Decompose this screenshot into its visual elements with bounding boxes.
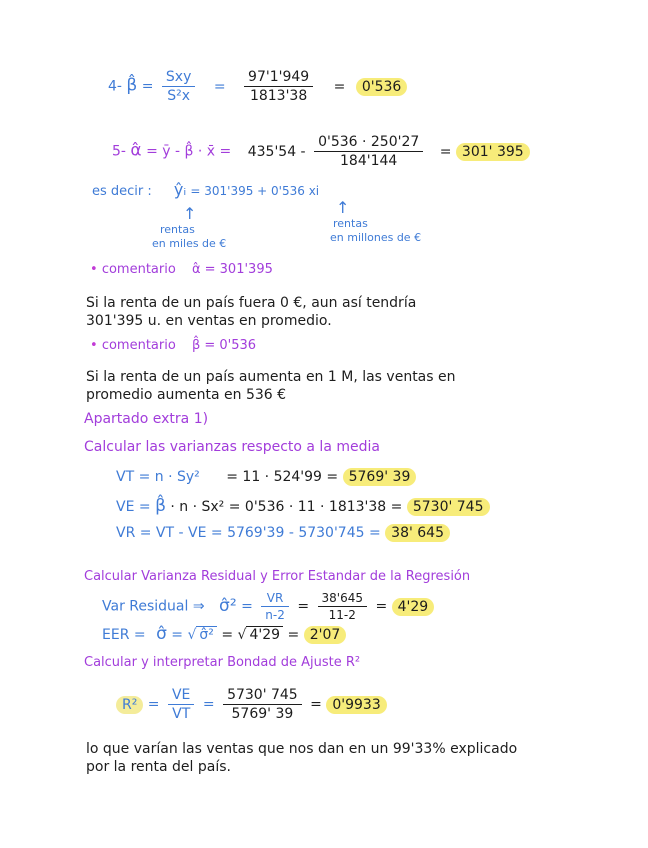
alpha-hat: α̂ [130, 140, 142, 161]
equals: = [297, 598, 310, 615]
sxy-fraction [162, 70, 195, 103]
frac-num: 0'536 · 250'27 [318, 134, 420, 150]
vt-result: 5769' 39 [343, 468, 417, 486]
equals: = [221, 627, 234, 643]
vr-equation [116, 526, 450, 540]
conclusion-line1: lo que varían las ventas que nos dan en un 99'33% explicado [86, 741, 518, 757]
bullet: • [90, 262, 98, 277]
equals: = [333, 78, 346, 95]
equals: = [375, 598, 388, 615]
section-subheading-variances: Calcular las varianzas respecto a la media [84, 439, 380, 455]
frac-den: n-2 [261, 606, 289, 621]
equals: = [213, 78, 226, 95]
sqrt-symbol-icon: √ [187, 627, 197, 643]
sigma-hat-squared: σ̂² [219, 595, 237, 616]
comment-alpha [90, 263, 273, 276]
eer-result: 2'07 [304, 626, 347, 644]
var-residual-label: Var Residual ⇒ [102, 598, 205, 615]
equals: = [310, 696, 322, 713]
frac-den: S²x [162, 86, 195, 103]
ve-calc: · n · Sx² = 0'536 · 11 · 1813'38 = [170, 499, 403, 515]
r2-symbol: R² [116, 696, 143, 714]
frac-den: VT [168, 704, 194, 721]
ve-lhs: VE = [116, 499, 151, 515]
equals: = [202, 696, 215, 713]
equals: = [171, 627, 184, 643]
frac-den: 1813'38 [244, 86, 313, 103]
ve-vt-fraction [168, 688, 194, 721]
vr-calc: VR = VT - VE = 5769'39 - 5730'745 = [116, 525, 381, 541]
comment-beta [90, 339, 256, 352]
frac-den: 184'144 [314, 151, 423, 168]
equals: = [141, 78, 154, 95]
frac-den: 11-2 [318, 606, 367, 621]
vt-equation [116, 470, 416, 484]
regression-expression: = 301'395 + 0'536 xi [190, 184, 320, 198]
es-decir-label: es decir : [92, 184, 152, 199]
equals: = [439, 143, 452, 160]
beta-hat: β̂ [155, 496, 166, 516]
equals: = [147, 696, 160, 713]
value-fraction [244, 70, 313, 103]
beta-interpretation-line2: promedio aumenta en 536 € [86, 387, 287, 403]
value-fraction [223, 688, 302, 721]
sigma-hat: σ̂ [156, 624, 167, 644]
note-rentas-1: rentas [160, 223, 195, 236]
frac-num: VE [171, 687, 191, 703]
y-hat: ŷᵢ [173, 180, 187, 199]
comment-label: comentario [101, 262, 176, 277]
y-mean-value: 435'54 - [247, 143, 306, 160]
ve-equation [116, 498, 490, 515]
r2-equation [116, 688, 387, 721]
sqrt-radicand: 4'29 [246, 626, 283, 643]
section-heading-r2: Calcular y interpretar Bondad de Ajuste R² [84, 655, 361, 670]
beta-result: 0'536 [356, 78, 407, 96]
comment-expr: α̂ = 301'395 [191, 262, 273, 277]
var-residual-result: 4'29 [392, 598, 435, 616]
eer-equation [102, 626, 346, 643]
alpha-equation [112, 135, 530, 168]
eer-lhs: EER = [102, 627, 146, 643]
r2-result: 0'9933 [326, 696, 386, 714]
vr-fraction [261, 592, 289, 621]
step-number: 5- [112, 143, 126, 160]
up-arrow-icon: ↑ [183, 204, 197, 223]
frac-num: Sxy [165, 69, 192, 85]
sqrt-radicand: σ̂² [196, 626, 217, 643]
note-rentas-2: rentas [333, 217, 368, 230]
value-fraction [318, 592, 367, 621]
alpha-interpretation-line2: 301'395 u. en ventas en promedio. [86, 313, 332, 329]
bullet: • [90, 338, 98, 353]
step-number: 4- [108, 78, 122, 95]
frac-den: 5769' 39 [223, 704, 302, 721]
regression-line [92, 182, 319, 198]
beta-interpretation-line1: Si la renta de un país aumenta en 1 M, las ventas en [86, 369, 456, 385]
comment-label: comentario [101, 338, 176, 353]
alpha-fraction [314, 135, 423, 168]
vt-lhs: VT = n · Sy² [116, 469, 200, 485]
ve-result: 5730' 745 [407, 498, 490, 516]
equals: = [287, 627, 300, 643]
frac-num: 38'645 [321, 591, 363, 605]
section-heading-residual: Calcular Varianza Residual y Error Estandar de la Regresión [84, 569, 471, 584]
up-arrow-icon: ↑ [336, 198, 350, 217]
alpha-formula: = ȳ - β̂ · x̄ = [146, 143, 232, 160]
note-millones: en millones de € [330, 231, 422, 244]
section-heading-extra: Apartado extra 1) [84, 411, 209, 427]
frac-num: 97'1'949 [248, 69, 310, 85]
beta-hat: β̂ [126, 75, 138, 96]
vt-calc: = 11 · 524'99 = [226, 469, 339, 485]
vr-result: 38' 645 [385, 524, 450, 542]
alpha-result: 301' 395 [456, 143, 530, 161]
conclusion-line2: por la renta del país. [86, 759, 231, 775]
equals: = [241, 598, 253, 615]
alpha-interpretation-line1: Si la renta de un país fuera 0 €, aun así tendría [86, 295, 417, 311]
beta-equation [108, 70, 407, 103]
frac-num: VR [266, 591, 284, 605]
var-residual-equation [102, 592, 434, 621]
frac-num: 5730' 745 [227, 687, 298, 703]
comment-expr: β̂ = 0'536 [191, 338, 257, 353]
note-miles: en miles de € [152, 237, 227, 250]
sqrt-symbol-icon: √ [237, 627, 247, 643]
